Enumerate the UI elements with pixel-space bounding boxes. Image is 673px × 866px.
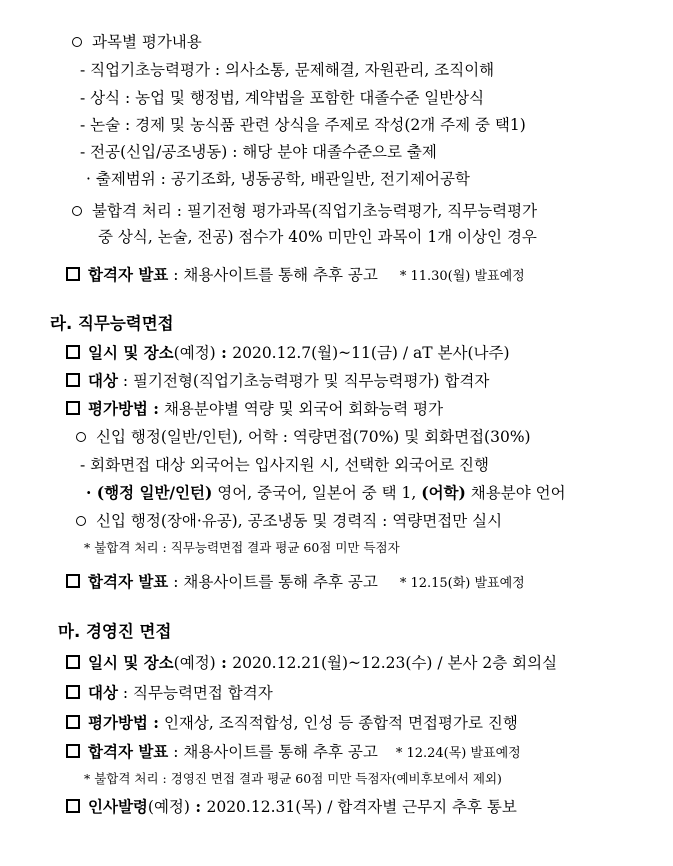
checkbox-icon: [66, 744, 80, 758]
section-heading: 라. 직무능력면접: [50, 314, 174, 333]
checkbox-icon: [66, 574, 80, 588]
bullet-continuation: 중 상식, 논술, 전공) 점수가 40% 미만인 과목이 1개 이상인 경우: [98, 228, 537, 246]
bullet-item: 불합격 처리 : 필기전형 평가과목(직업기초능력평가, 직무능력평가: [72, 200, 537, 222]
pass-announcement: 합격자 발표 : 채용사이트를 통해 추후 공고 * 12.15(화) 발표예정: [66, 571, 525, 595]
method-item: 평가방법 : 인재상, 조직적합성, 인성 등 종합적 면접평가로 진행: [66, 712, 518, 734]
sub-item: · 출제범위 : 공기조화, 냉동공학, 배관일반, 전기제어공학: [86, 170, 470, 188]
fail-note: * 불합격 처리 : 직무능력면접 결과 평균 60점 미만 득점자: [84, 540, 400, 555]
circle-bullet-icon: [76, 432, 86, 442]
sub-item: - 논술 : 경제 및 농식품 관련 상식을 주제로 작성(2개 주제 중 택1): [80, 116, 526, 134]
circle-bullet-icon: [72, 206, 82, 216]
fail-note: * 불합격 처리 : 경영진 면접 결과 평균 60점 미만 득점자(예비후보에서 제외): [84, 771, 502, 786]
circle-bullet-icon: [76, 516, 86, 526]
schedule-item: 일시 및 장소(예정) : 2020.12.7(월)~11(금) / aT 본사(나주): [66, 342, 510, 364]
sub-item: - 직업기초능력평가 : 의사소통, 문제해결, 자원관리, 조직이해: [80, 61, 495, 79]
target-item: 대상 : 필기전형(직업기초능력평가 및 직무능력평가) 합격자: [66, 370, 489, 392]
sub-item: - 회화면접 대상 외국어는 입사지원 시, 선택한 외국어로 진행: [80, 456, 489, 474]
sub-item: - 상식 : 농업 및 행정법, 계약법을 포함한 대졸수준 일반상식: [80, 89, 485, 107]
pass-announcement: 합격자 발표 : 채용사이트를 통해 추후 공고 * 11.30(월) 발표예정: [66, 264, 525, 288]
sub-item: · (행정 일반/인턴) 영어, 중국어, 일본어 중 택 1, (어학) 채용분야 언어: [86, 483, 566, 502]
schedule-item: 일시 및 장소(예정) : 2020.12.21(월)~12.23(수) / 본사 2층 회의실: [66, 652, 557, 674]
pass-announcement: 합격자 발표 : 채용사이트를 통해 추후 공고 * 12.24(목) 발표예정: [66, 741, 521, 765]
bullet-item: 신입 행정(장애·유공), 공조냉동 및 경력직 : 역량면접만 실시: [76, 510, 502, 532]
appointment-item: 인사발령(예정) : 2020.12.31(목) / 합격자별 근무지 추후 통보: [66, 796, 517, 818]
checkbox-icon: [66, 685, 80, 699]
bullet-item: 과목별 평가내용: [72, 31, 202, 53]
circle-bullet-icon: [72, 37, 82, 47]
checkbox-icon: [66, 401, 80, 415]
sub-item: - 전공(신입/공조냉동) : 해당 분야 대졸수준으로 출제: [80, 143, 437, 161]
method-item: 평가방법 : 채용분야별 역량 및 외국어 회화능력 평가: [66, 398, 443, 420]
checkbox-icon: [66, 345, 80, 359]
section-heading: 마. 경영진 면접: [58, 622, 172, 641]
checkbox-icon: [66, 267, 80, 281]
bullet-item: 신입 행정(일반/인턴), 어학 : 역량면접(70%) 및 회화면접(30%): [76, 426, 531, 448]
checkbox-icon: [66, 373, 80, 387]
target-item: 대상 : 직무능력면접 합격자: [66, 682, 273, 704]
checkbox-icon: [66, 655, 80, 669]
checkbox-icon: [66, 799, 80, 813]
checkbox-icon: [66, 715, 80, 729]
